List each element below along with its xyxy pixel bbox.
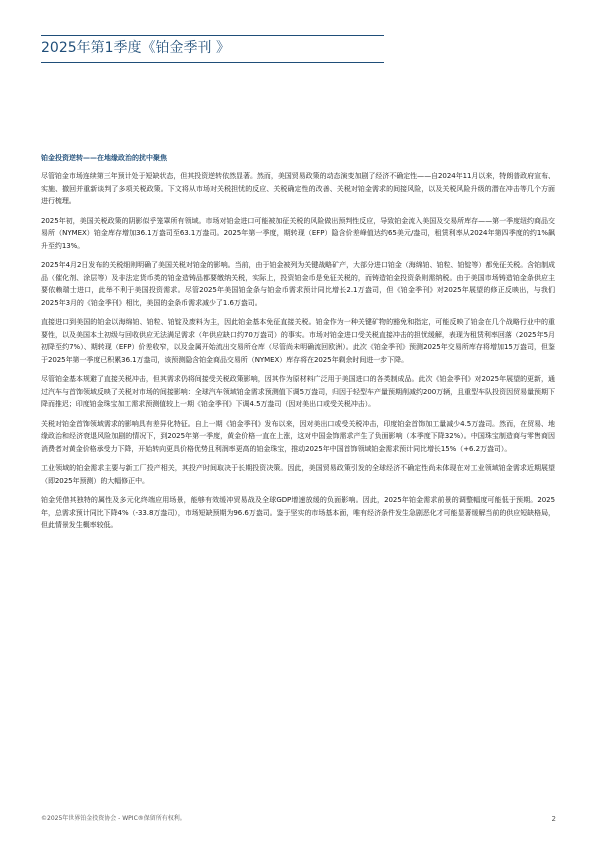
footer-copyright: ©2025年世界铂金投资协会 - WPIC®保留所有权利。	[41, 815, 186, 822]
paragraph: 2025年初，美国关税政策的阴影似乎笼罩所有领域。市场对铂金进口可能被加征关税的风险做出预判性反应，导致铂金流入美国及交易所库存——第一季度纽约商品交易所（NYMEX）铂金库存增加36.1万盎司至63.1万盎司。2025年第一季度，期转现（EFP）隐含价差峰值达约65美元/盎司，租赁利率从2024年第四季度的约1%飙升至约13%。	[41, 216, 555, 250]
paragraph: 尽管铂金基本规避了直接关税冲击，但其需求仍将间接受关税政策影响，因其作为原材料广泛用于美国进口的各类制成品。此次《铂金季刊》对2025年展望的更新，通过汽车与首饰领域反映了关税对市场的间接影响：全球汽车领域铂金需求预测值下调5万盎司，归因于轻型车产量预期削减约200万辆，且重型车队投资因贸易量预期下降而推迟；印度铂金珠宝加工需求预测值较上一期《铂金季刊》下调4.5万盎司（因对美出口或受关税冲击）。	[41, 375, 555, 408]
page-number: 2	[551, 815, 556, 823]
header-top-rule	[41, 35, 384, 36]
paragraph: 尽管铂金市场连续第三年预计处于短缺状态，但其投资逆转依然显著。然而，美国贸易政策的动态演变加剧了经济不确定性——自2024年11月以来，特朗普政府宣布、实施、撤回并重新谈判了多项关税政策。下文将从市场对关税担忧的反应、关税确定性的改善、关税对铂金需求的间接风险，以及关税风险升级的潜在冲击等几个方面进行梳理。	[41, 172, 555, 205]
paragraph: 2025年4月2日发布的关税细则明确了美国关税对铂金的影响。当前，由于铂金被列为关键战略矿产，大部分进口铂金（海绵铂、铂粒、铂锭等）都免征关税。含铂制成品（催化剂、涂层等）及非法定货币类的铂金造铸品都要缴纳关税，实际上，投资铂金币是免征关税的，而铸造铂金投资条则需纳税。由于美国市场铸造铂金条供应主要依赖瑞士进口，此举不利于美国投资需求。尽管2025年美国铂金条与铂金币需求预计同比增长2.1万盎司，但《铂金季刊》对2025年展望的修正反映出，与我们2025年3月的《铂金季刊》相比，美国的金条币需求减少了1.6万盎司。	[41, 261, 555, 307]
body-content	[41, 170, 555, 539]
paragraph: 直接进口到美国的铂金以海绵铂、铂粒、铂锭及废料为主，因此铂金基本免征直接关税。铂金作为一种关键矿物的豁免和指定，可能反映了铂金在几个战略行业中的重要性，以及美国本土初级与回收供应无法满足需求（年供应缺口约70万盎司）的事实。市场对铂金进口受关税直接冲击的担忧缓解，表现为租赁利率回落（2025年5月初降至约7%）、期转现（EFP）价差收窄，以及金属开始流出交易所仓库（尽管尚未明确流回欧洲）。此次《铂金季刊》预测2025年交易所库存将增加15万盎司，但鉴于2025年第一季度已积累36.1万盎司，该预测隐含铂金商品交易所（NYMEX）库存将在2025年剩余时间进一步下降。	[41, 318, 555, 364]
document-title: 2025年第1季度《铂金季刊 》	[41, 40, 230, 56]
paragraph: 铂金凭借其独特的属性及多元化终端应用场景，能够有效缓冲贸易战及全球GDP增速放缓的负面影响。因此，2025年铂金需求前景的调整幅度可能低于预期。2025年，总需求预计同比下降4%（-33.8万盎司），市场短缺预期为96.6万盎司。鉴于坚实的市场基本面，唯有经济条件发生急剧恶化才可能显著缓解当前的供应短缺格局，但此情景发生概率较低。	[41, 496, 555, 529]
paragraph: 工业领域的铂金需求主要与新工厂投产相关，其投产时间取决于长期投资决策。因此，美国贸易政策引发的全球经济不确定性尚未体现在对工业领域铂金需求近期展望（即2025年预测）的大幅修正中。	[41, 464, 555, 485]
header-bottom-rule	[41, 62, 384, 63]
section-heading: 铂金投资逆转——在地缘政治的扰中聚焦	[41, 154, 167, 162]
paragraph: 关税对铂金首饰领域需求的影响具有差异化特征。自上一期《铂金季刊》发布以来，因对美出口或受关税冲击，印度铂金首饰加工量减少4.5万盎司。然而，在贸易、地缘政治和经济衰退风险加剧的情况下，到2025年第一季度，黄金价格一直在上涨，这对中国金饰需求产生了负面影响（本季度下降32%）。中国珠宝制造商与零售商因消费者对黄金价格承受力下降，开始转向更具价格优势且利润率更高的铂金珠宝，推动2025年中国首饰领域铂金需求预计同比增长15%（+6.2万盎司）。	[41, 419, 555, 453]
